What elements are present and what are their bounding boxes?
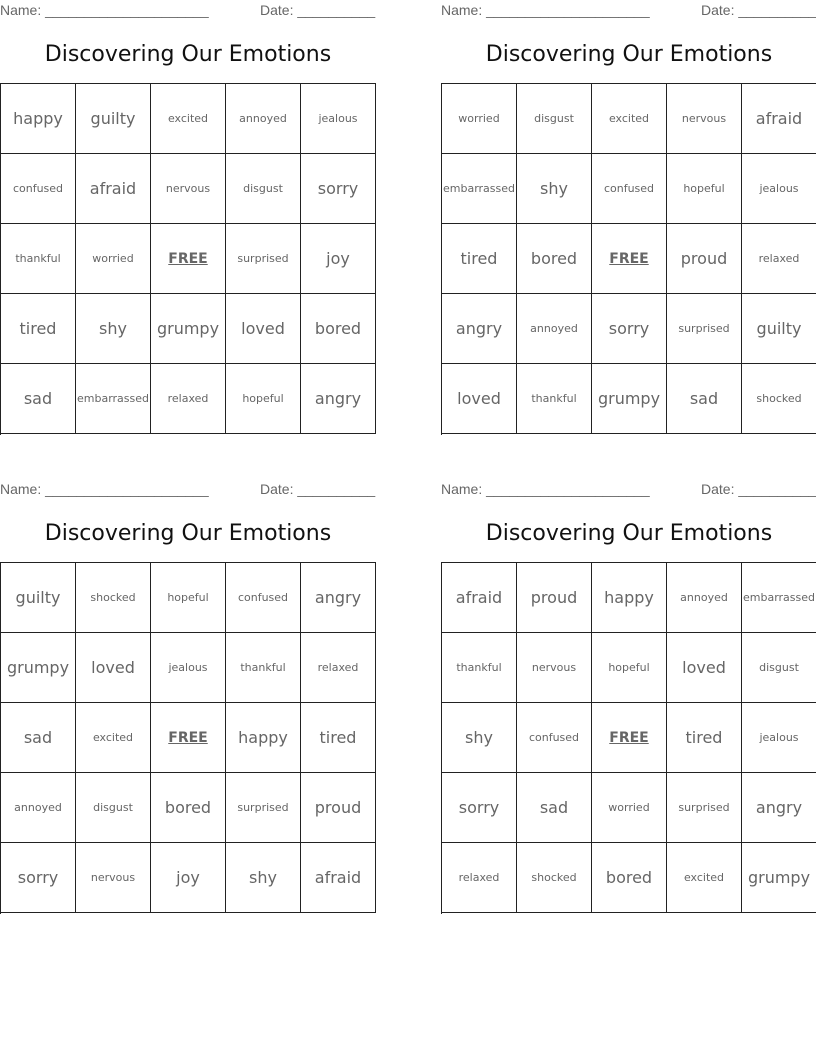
bingo-cell: angry <box>301 563 376 633</box>
bingo-cell: tired <box>667 703 742 773</box>
bingo-cell: grumpy <box>592 364 667 434</box>
bingo-cell: loved <box>76 633 151 703</box>
bingo-cell: tired <box>1 294 76 364</box>
bingo-cell: jealous <box>742 154 816 224</box>
bingo-cell: tired <box>442 224 517 294</box>
bingo-cell: shocked <box>517 843 592 913</box>
bingo-cell: embarrassed <box>76 364 151 434</box>
bingo-cell: angry <box>442 294 517 364</box>
bingo-cell: bored <box>151 773 226 843</box>
bingo-cell: sorry <box>301 154 376 224</box>
free-space: FREE <box>592 224 667 294</box>
bingo-cell: shocked <box>742 364 816 434</box>
bingo-cell: confused <box>226 563 301 633</box>
bingo-cell: shy <box>442 703 517 773</box>
name-date-row <box>0 479 376 499</box>
bingo-cell: guilty <box>76 84 151 154</box>
bingo-cell: thankful <box>1 224 76 294</box>
bingo-cell: happy <box>592 563 667 633</box>
bingo-cell: annoyed <box>1 773 76 843</box>
bingo-cell: jealous <box>151 633 226 703</box>
bingo-cell: shy <box>76 294 151 364</box>
bingo-cell: confused <box>517 703 592 773</box>
bingo-card-1 <box>0 0 376 450</box>
bingo-cell: tired <box>301 703 376 773</box>
bingo-grid <box>0 562 376 914</box>
bingo-cell: nervous <box>667 84 742 154</box>
name-line: Name: _____________________ <box>0 481 209 497</box>
bingo-cell: guilty <box>742 294 816 364</box>
bingo-cell: jealous <box>301 84 376 154</box>
bingo-cell: afraid <box>76 154 151 224</box>
bingo-cell: hopeful <box>226 364 301 434</box>
bingo-cell: confused <box>592 154 667 224</box>
bingo-cell: proud <box>301 773 376 843</box>
bingo-cell: grumpy <box>151 294 226 364</box>
bingo-cell: sorry <box>1 843 76 913</box>
bingo-cell: surprised <box>667 773 742 843</box>
bingo-cell: worried <box>76 224 151 294</box>
bingo-cell: annoyed <box>667 563 742 633</box>
date-line: Date: __________ <box>701 481 816 497</box>
bingo-cell: angry <box>742 773 816 843</box>
bingo-cell: worried <box>442 84 517 154</box>
bingo-cell: shy <box>517 154 592 224</box>
bingo-cell: proud <box>667 224 742 294</box>
bingo-cell: disgust <box>226 154 301 224</box>
bingo-cell: confused <box>1 154 76 224</box>
bingo-cell: relaxed <box>442 843 517 913</box>
bingo-card-2 <box>441 0 816 450</box>
free-space: FREE <box>592 703 667 773</box>
bingo-cell: loved <box>442 364 517 434</box>
bingo-cell: afraid <box>301 843 376 913</box>
bingo-cell: excited <box>151 84 226 154</box>
bingo-grid <box>441 83 816 435</box>
bingo-cell: nervous <box>151 154 226 224</box>
bingo-cell: relaxed <box>301 633 376 703</box>
free-space: FREE <box>151 703 226 773</box>
bingo-cell: hopeful <box>592 633 667 703</box>
name-date-row <box>441 479 816 499</box>
bingo-cell: surprised <box>226 773 301 843</box>
bingo-cell: afraid <box>442 563 517 633</box>
name-date-row <box>0 0 376 20</box>
bingo-cell: joy <box>301 224 376 294</box>
name-line: Name: _____________________ <box>441 481 650 497</box>
bingo-cell: excited <box>76 703 151 773</box>
bingo-cell: disgust <box>742 633 816 703</box>
bingo-cell: thankful <box>226 633 301 703</box>
date-line: Date: __________ <box>260 2 376 18</box>
bingo-cell: disgust <box>76 773 151 843</box>
date-line: Date: __________ <box>260 481 376 497</box>
bingo-cell: sad <box>667 364 742 434</box>
bingo-card-3 <box>0 479 376 929</box>
bingo-cell: guilty <box>1 563 76 633</box>
bingo-cell: proud <box>517 563 592 633</box>
free-space: FREE <box>151 224 226 294</box>
bingo-cell: hopeful <box>667 154 742 224</box>
card-title: Discovering Our Emotions <box>485 42 773 67</box>
bingo-cell: excited <box>667 843 742 913</box>
bingo-cell: thankful <box>442 633 517 703</box>
bingo-cell: bored <box>592 843 667 913</box>
bingo-cell: embarrassed <box>442 154 517 224</box>
name-line: Name: _____________________ <box>441 2 650 18</box>
bingo-cell: happy <box>1 84 76 154</box>
bingo-cell: sorry <box>592 294 667 364</box>
bingo-cell: surprised <box>667 294 742 364</box>
bingo-cell: surprised <box>226 224 301 294</box>
bingo-cell: disgust <box>517 84 592 154</box>
bingo-cell: relaxed <box>151 364 226 434</box>
bingo-cell: afraid <box>742 84 816 154</box>
bingo-cell: sorry <box>442 773 517 843</box>
bingo-cell: shy <box>226 843 301 913</box>
bingo-cell: thankful <box>517 364 592 434</box>
bingo-grid <box>441 562 816 914</box>
bingo-cell: joy <box>151 843 226 913</box>
bingo-cell: angry <box>301 364 376 434</box>
bingo-cell: sad <box>1 364 76 434</box>
bingo-cell: grumpy <box>742 843 816 913</box>
bingo-cell: shocked <box>76 563 151 633</box>
card-title: Discovering Our Emotions <box>44 42 332 67</box>
bingo-cell: annoyed <box>517 294 592 364</box>
bingo-cell: annoyed <box>226 84 301 154</box>
bingo-cell: grumpy <box>1 633 76 703</box>
bingo-cell: bored <box>301 294 376 364</box>
bingo-card-4 <box>441 479 816 929</box>
bingo-cell: embarrassed <box>742 563 816 633</box>
name-line: Name: _____________________ <box>0 2 209 18</box>
bingo-cell: nervous <box>76 843 151 913</box>
bingo-grid <box>0 83 376 435</box>
bingo-cell: happy <box>226 703 301 773</box>
bingo-cell: nervous <box>517 633 592 703</box>
bingo-cell: loved <box>226 294 301 364</box>
card-title: Discovering Our Emotions <box>485 521 773 546</box>
name-date-row <box>441 0 816 20</box>
card-title: Discovering Our Emotions <box>44 521 332 546</box>
bingo-cell: sad <box>1 703 76 773</box>
bingo-cell: hopeful <box>151 563 226 633</box>
bingo-cell: relaxed <box>742 224 816 294</box>
date-line: Date: __________ <box>701 2 816 18</box>
bingo-cell: loved <box>667 633 742 703</box>
bingo-cell: jealous <box>742 703 816 773</box>
bingo-cell: sad <box>517 773 592 843</box>
bingo-cell: excited <box>592 84 667 154</box>
bingo-cell: worried <box>592 773 667 843</box>
bingo-cell: bored <box>517 224 592 294</box>
